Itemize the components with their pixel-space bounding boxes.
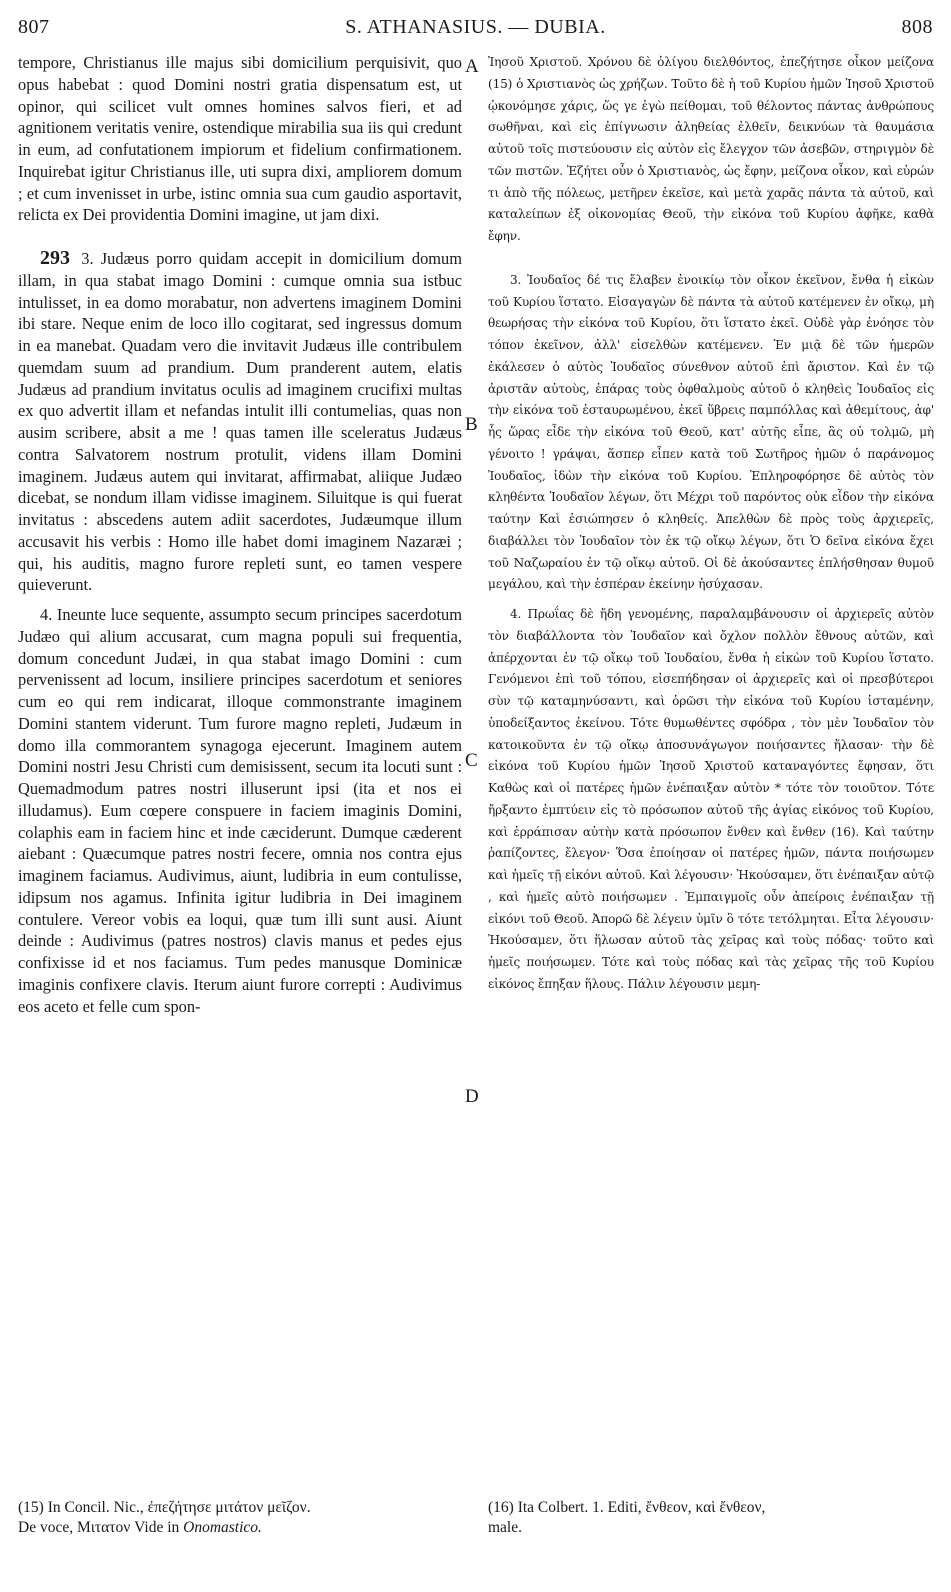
greek-paragraph-3: 4. Πρωΐας δὲ ἤδη γενομένης, παραλαμβάνουσιν οἱ ἀρχιερεῖς αὐτὸν τὸν διαβάλλοντα τὸν Ἰουδαῖον καὶ ὄχλον πολλὸν ἔθνους αὐτῶν, καὶ ἀπέρχονται ἐν τῷ οἴκῳ τοῦ Ἰουδαίου, ἔνθα ἡ εἰκὼν τοῦ Κυρίου ἵστατο. Γενόμενοι ἐπὶ τοῦ τόπου, εἰσεπήδησαν οἱ ἀρχιερεῖς καὶ οἱ πρεσβύτεροι σὺν τῷ καταμηνύσαντι, καὶ ὁρῶσι τὴν εἰκόνα τοῦ Κυρίου ἱσταμένην, ὑποδείξαντος ἐκείνου. Τότε θυμωθέντες σφόδρα , τὸν μὲν Ἰουδαῖον τὸν κατοικοῦντα ἐν τῷ οἴκῳ ἀποσυνάγωγον ποιήσαντες ἤλασαν· τὴν δὲ εἰκόνα τοῦ Κυρίου ἡμῶν Ἰησοῦ Χριστοῦ καταναγόντες ἔφησαν, ὅτι Καθὼς καὶ οἱ πατέρες ἡμῶν ἐνέπαιξαν αὐτὸν * τότε τὸν τοιοῦτον. Τότε ἤρξαντο ἐμπτύειν εἰς τὸ πρόσωπον αὐτοῦ τῆς ἁγίας εἰκόνος τοῦ Κυρίου, καὶ ἐρράπισαν αὐτὴν κατὰ πρόσωπον ἔνθεν καὶ ἔνθεν (16). Καὶ ταύτην ῥαπίζοντες, ἔλεγον· Ὅσα ἐποίησαν οἱ πατέρες ἡμῶν, πάντα ποιήσωμεν καὶ ἡμεῖς τῇ εἰκόνι αὐτοῦ. Καὶ λέγουσιν· Ἠκούσαμεν, ὅτι ἐνέπαιξαν αὐτῷ , καὶ ἡμεῖς αὐτὸ ποιήσωμεν . Ἐμπαιγμοῖς οὖν ἀπείροις ἐνέπαιξαν τῇ εἰκόνι τοῦ Θεοῦ. Ἀπορῶ δὲ λέγειν ὑμῖν ὃ τότε τετόλμηται. Εἶτα λέγουσιν· Ἠκούσαμεν, ὅτι ἥλωσαν αὐτοῦ τὰς χεῖρας καὶ τοὺς πόδας· τοῦτο καὶ ἡμεῖς ποιήσωμεν. Τότε καὶ τοὺς πόδας καὶ τὰς χεῖρας τῆς τοῦ Κυρίου εἰκόνος ἔπηξαν ἥλους. Πάλιν λέγουσιν μεμη-	[488, 607, 934, 991]
latin-paragraph-2-text: 3. Judæus porro quidam accepit in domicilium domum illam, in qua stabat imago Domini : cumque omnia sua istbuc intulisset, in ea domo morabatur, non advertens imaginem Domini ibi stare. Neque enim de loco illo cogitarat, sed ingressus domum in ea manebat. Quadam vero die invitavit Judæus ille contribulem quemdam suum ad prandium. Dum pranderent autem, elatis Judæus ad prandium invitatus oculis ad imaginem crucifixi multas ex quo advertit illam et nefandas intulit illi contumelias, quas non ausim scribere, absit a me ! quas tamen ille sceleratus Judæus contra Salvatorem nostrum protulit, videns illam Domini imaginem. Judæus autem qui invitarat, affirmabat, aliique Judæo dicebat, se nondum illam vidisse imaginem. Siluitque is qui fuerat invitatus : abscedens autem adiit sacerdotes, Judæumque illum accusavit his verbis : Homo ille habet domi imaginem Nazaræi ; qui, his auditis, magno furore repleti sunt, eo tamen vespere quieverunt.	[18, 249, 462, 595]
margin-letter-d: D	[465, 1086, 479, 1107]
greek-paragraph-1: Ἰησοῦ Χριστοῦ. Χρόνου δὲ ὀλίγου διελθόντος, ἐπεζήτησε οἶκον μείζονα (15) ὁ Χριστιανὸς ὡς χρήζων. Τοῦτο δὲ ἡ τοῦ Κυρίου ἡμῶν Ἰησοῦ Χριστοῦ ᾠκονόμησε χάρις, ὥς γε ἐγὼ πείθομαι, τοῦ θέλοντος πάντας ἀνθρώπους σωθῆναι, καὶ εἰς ἐπίγνωσιν ἀληθείας ἐλθεῖν, δεικνύων τὰ θαυμάσια αὐτοῦ τοῖς πιστεύουσιν εἰς αὐτὸν εἰς ἔλεγχον τῶν ἀσεβῶν, στηριγμὸν δὲ τῶν πιστῶν. Ἐζήτει οὖν ὁ Χριστιανὸς, ὡς ἔφην, μείζονα οἶκον, καὶ εὑρών τι ἀπὸ τῆς πόλεως, μετῆρεν ἐκεῖσε, καὶ μετὰ χαρᾶς πάντα τὰ αὐτοῦ, καὶ καταλείπων ἐξ οἰκονομίας Θεοῦ, τὴν εἰκόνα τοῦ Κυρίου ἀφῆκε, καθὰ ἔφην.	[488, 55, 934, 243]
footnote-15-line-2	[18, 1518, 462, 1538]
greek-column	[488, 52, 934, 996]
footnote-15	[18, 1498, 462, 1538]
latin-paragraph-3: 4. Ineunte luce sequente, assumpto secum principes sacerdotum Judæo qui alium accusarat, cum magna populi sui frequentia, domum concedunt Judæi, in qua stabat imago Domini : cum pervenissent ad locum, insiliere principes sacerdotum et seniores cum eo qui rem indicarat, illoque commonstrante imaginem Domini stantem viderunt. Tum furore magno repleti, Judæum in domo illa commorantem synagoga ejecerunt. Imaginem autem Domini nostri Jesu Christi cum demisissent, secum ita locuti sunt : Quemadmodum patres nostri illuserunt ipsi (ita et nos ei illudamus). Eum cœpere conspuere in faciem imaginis Domini, colaphis eam in faciem hinc et inde cæciderunt. Dumque cæderent aiebant : Quæcumque patres nostri fecere, omnia nos contra ejus imaginem faciamus. Audivimus, aiunt, ludibria in eum contulisse, idipsum nos agamus. Infinita igitur ludibria in Dei imaginem contulere. Vereor vobis ea loqui, quæ tum illi sunt ausi. Aiunt deinde : Audivimus (patres nostros) clavis manus et pedes ejus confixisse id et nos faciamus. Tum pedes manusque Dominicæ imaginis confixere clavis. Iterum aiunt furore correpti : Audivimus eos aceto et felle cum spon-	[18, 605, 462, 1016]
margin-letter-a: A	[465, 56, 479, 77]
footnote-15-line-2-text: De voce, Μιτατον Vide in	[18, 1519, 184, 1536]
running-title: S. ATHANASIUS. — DUBIA.	[345, 16, 606, 38]
page-number-left: 807	[18, 16, 50, 38]
page-number-right: 808	[901, 16, 933, 38]
latin-paragraph-2	[18, 248, 462, 596]
greek-paragraph-2: 3. Ἰουδαῖος δέ τις ἔλαβεν ἐνοικίῳ τὸν οἶκον ἐκεῖνον, ἔνθα ἡ εἰκὼν τοῦ Κυρίου ἵστατο. Εἰσαγαγὼν δὲ πάντα τὰ αὐτοῦ κατέμενεν ἐν οἴκῳ, μὴ θεωρήσας τὴν εἰκόνα τοῦ Κυρίου, ὅτι ἵστατο ἐκεῖ. Οὐδὲ γὰρ ἐνόησε τὸν τόπον ἐκεῖνον, ἀλλ' εἰσελθὼν κατέμενεν. Ἐν μιᾷ δὲ τῶν ἡμερῶν ἐκάλεσεν ὁ αὐτὸς Ἰουδαῖος σύνεθνον αὐτοῦ ἐπὶ ἄριστον. Καὶ ἐν τῷ ἀριστᾶν αὐτοὺς, ἐπάρας τοὺς ὀφθαλμοὺς αὐτοῦ ὁ κληθεὶς Ἰουδαῖος εἰς τὴν εἰκόνα τοῦ ἐσταυρωμένου, ἐκεῖ ὕβρεις παμπόλλας καὶ ἀθεμίτους, ἀφ' ἧς ὥρας εἶδε τὴν εἰκόνα τοῦ Θεοῦ, κατ' αὐτῆς εἶπε, ἃς οὐ τολμῶ, μὴ γένοιτο ! γράψαι, ἅσπερ εἶπεν κατὰ τοῦ Σωτῆρος ἡμῶν ὁ παράνομος Ἰουδαῖος, ἰδὼν τὴν εἰκόνα τοῦ Κυρίου. Ἐπληροφόρησε δὲ αὐτὸς τὸν κληθέντα Ἰουδαῖον λέγων, ὅτι Μέχρι τοῦ παρόντος οὐκ εἶδον τὴν εἰκόνα ταύτην Καὶ ἐσιώπησεν ὁ κληθείς. Ἀπελθὼν δὲ πρὸς τοὺς ἀρχιερεῖς, διαβάλλει τὸν Ἰουδαῖον τὸν ἐκ τῷ οἴκῳ λέγων, ὅτι Ὁ δεῖνα εἰκόνα ἔχει τοῦ Ναζωραίου ἐν τῷ οἴκῳ αὐτοῦ. Οἱ δὲ ἀκούσαντες ἐπλήσθησαν θυμοῦ μεγάλου, καὶ τὴν ἑσπέραν ἐκείνην ἡσύχασαν.	[488, 272, 934, 592]
margin-letter-c: C	[465, 750, 478, 771]
section-number: 293	[40, 247, 70, 269]
margin-letter-b: B	[465, 414, 478, 435]
latin-paragraph-1: tempore, Christianus ille majus sibi domicilium perquisivit, quo opus habebat : quod Domini nostri gratia dispensatum est, ut opinor, qui scilicet vult omnes homines salvos fieri, et ad agnitionem veritatis venire, ostendique mirabilia sua iis qui credunt in eum, ad confutationem impiorum et fidelium confirmationem. Inquirebat igitur Christianus ille, uti supra dixi, ampliorem domum ; et cum invenisset in urbe, istinc omnia sua cum gaudio asportavit, relicta ex Dei providentia Domini imagine, ut jam dixi.	[18, 53, 462, 225]
latin-column	[18, 52, 462, 1017]
footnote-15-work-title: Onomastico.	[183, 1519, 262, 1536]
running-header	[18, 12, 933, 42]
footnote-16	[488, 1498, 934, 1538]
footnote-16-line-2: male.	[488, 1519, 522, 1536]
footnote-15-line-1: (15) In Concil. Nic., ἐπεζήτησε μιτάτον μεῖζον.	[18, 1499, 311, 1516]
footnote-16-line-1: (16) Ita Colbert. 1. Editi, ἔνθεον, καὶ ἔνθεον,	[488, 1499, 766, 1516]
